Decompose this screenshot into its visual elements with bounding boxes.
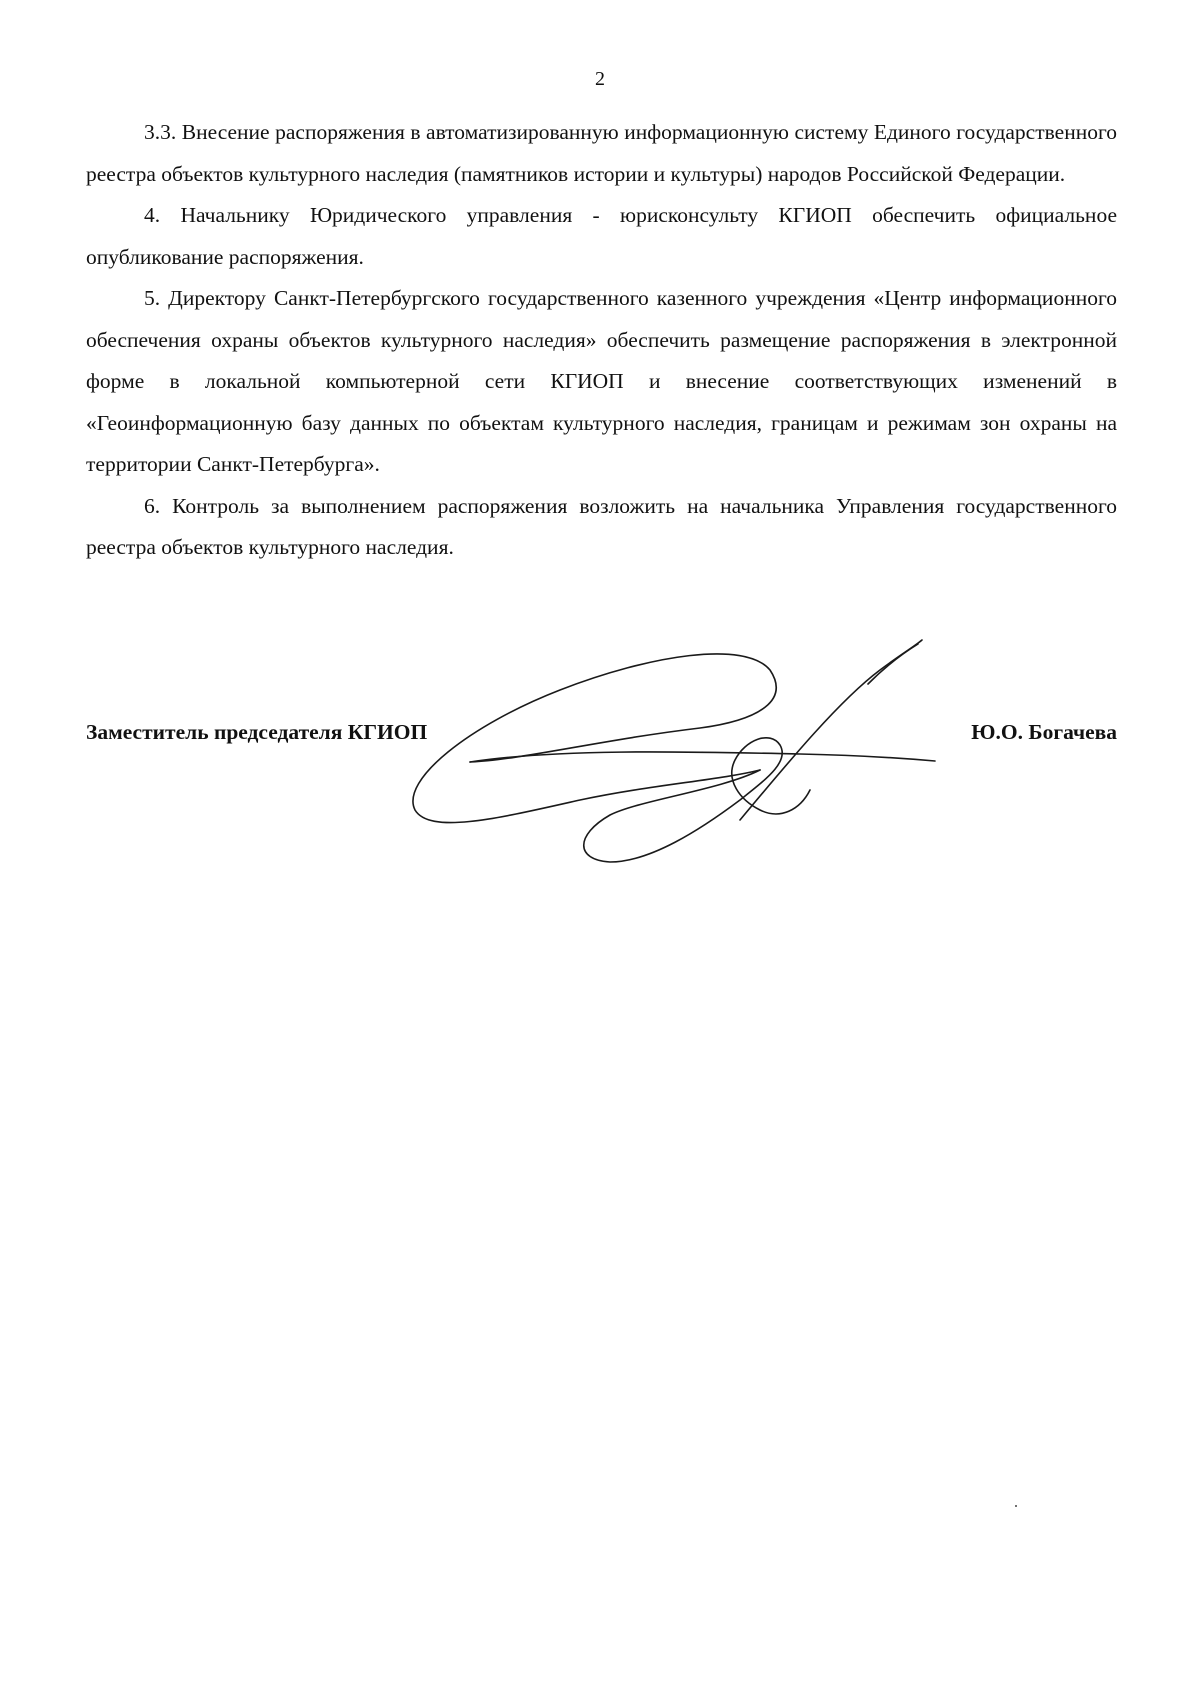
paragraph-5: 5. Директору Санкт-Петербургского государственного казенного учреждения «Центр информационного обеспечения охраны объектов культурного наследия» обеспечить размещение распоряжения в электронной форме в локальной компьютерной сети КГИОП и внесение соответствующих изменений в «Геоинформационную базу данных по объектам культурного наследия, границам и режимам зон охраны на территории Санкт-Петербурга». <box>86 286 1117 476</box>
signature-block <box>86 720 1117 760</box>
paragraph-3-3: 3.3. Внесение распоряжения в автоматизированную информационную систему Единого государственного реестра объектов культурного наследия (памятников истории и культуры) народов Российской Федерации. <box>86 120 1117 186</box>
paragraph-4: 4. Начальнику Юридического управления - юрисконсульту КГИОП обеспечить официальное опубликование распоряжения. <box>86 203 1117 269</box>
paragraph-6: 6. Контроль за выполнением распоряжения возложить на начальника Управления государственного реестра объектов культурного наследия. <box>86 493 1117 559</box>
scan-speck <box>1015 1505 1017 1507</box>
signer-title: Заместитель председателя КГИОП <box>86 720 428 744</box>
document-body <box>86 112 1117 569</box>
signer-name: Ю.О. Богачева <box>971 720 1117 744</box>
page-number: 2 <box>595 68 605 90</box>
